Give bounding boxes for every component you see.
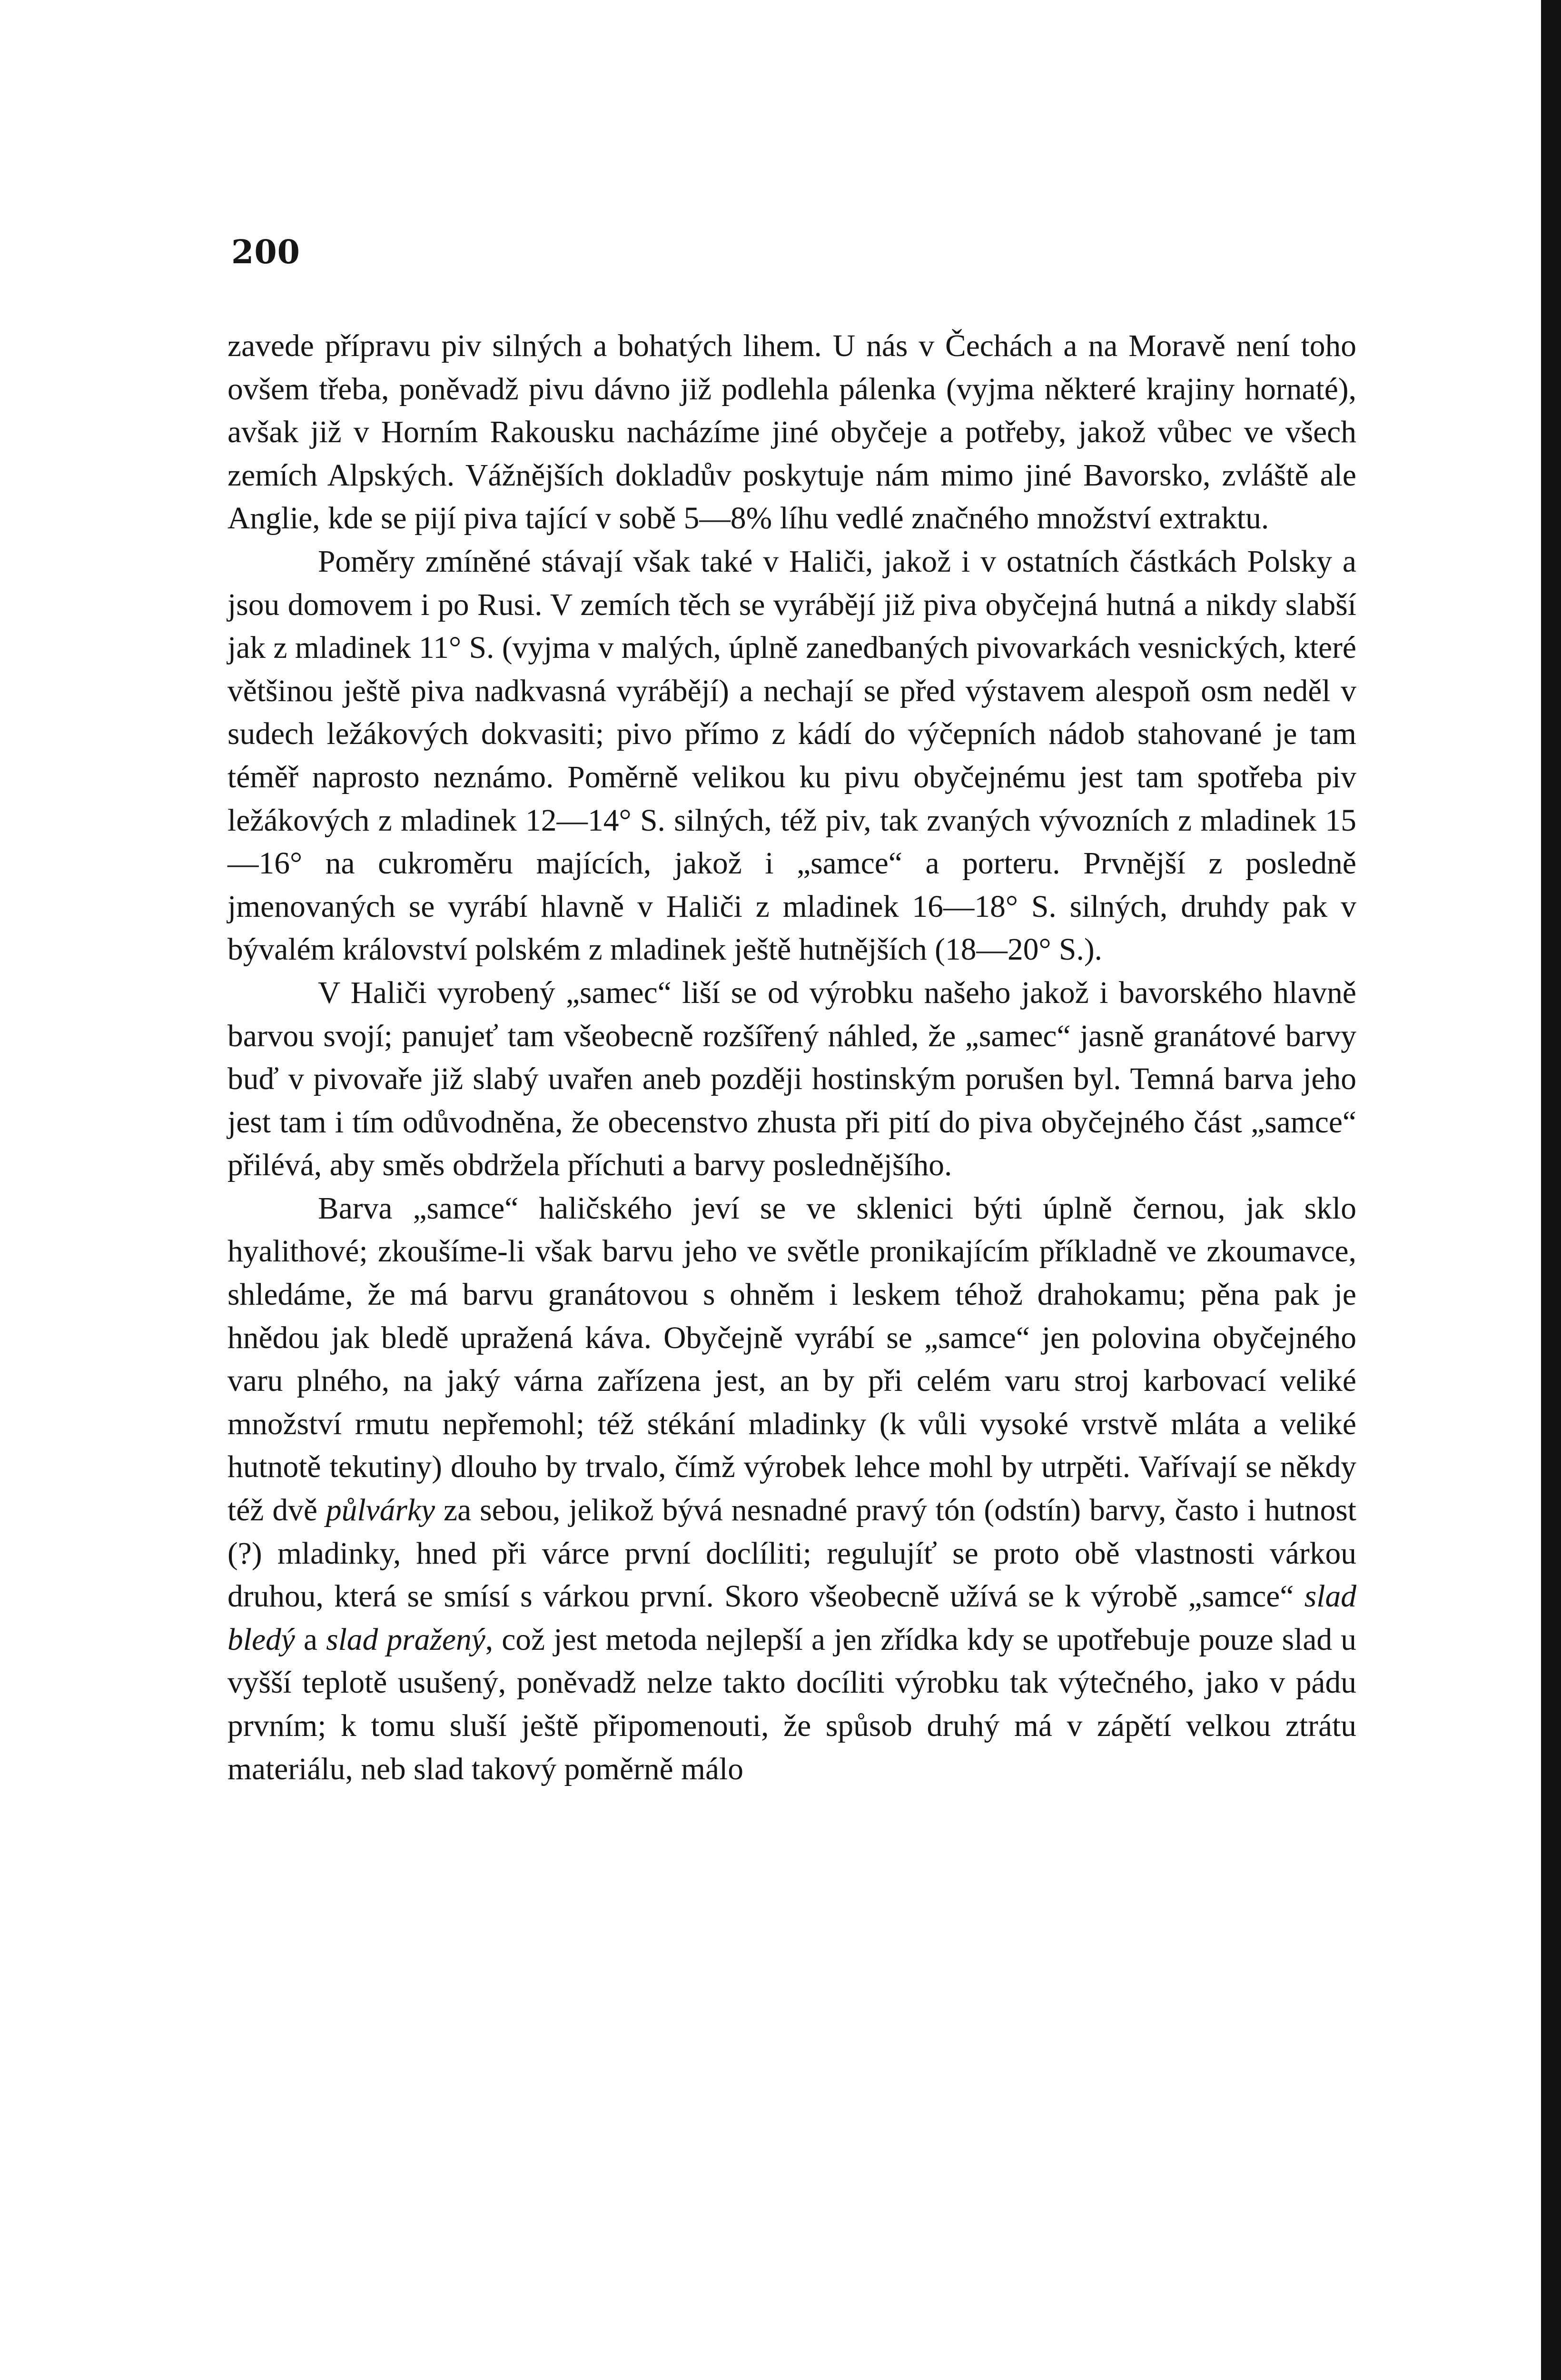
paragraph-4-text-a: Barva „samce“ haličského jeví se ve sklenici býti úplně černou, jak sklo hyalithové; zkoušíme-li však barvu jeho ve světle pronikajícím příkladně ve zkoumavce, shledáme, že má barvu granátovou s ohněm i leskem téhož drahokamu; pěna pak je hnědou jak bledě upražená káva. Obyčejně vyrábí se „samce“ jen polovina obyčejného varu plného, na jaký várna zařízena jest, an by při celém varu stroj karbovací veliké množství rmutu nepřemohl; též stékání mladinky (k vůli vysoké vrstvě mláta a veliké hutnotě tekutiny) dlouho by trvalo, čímž výrobek lehce mohl by utrpěti. Vařívají se někdy též dvě bbox=[227, 1191, 1356, 1528]
paragraph-4-text-b: za sebou, jelikož bývá nesnadné pravý tón (odstín) barvy, často i hutnost (?) mladinky, hned při várce první doclíliti; regulujíť se proto obě vlastnosti várkou druhou, která se smísí s várkou první. Skoro všeobecně užívá se k výrobě „samce“ bbox=[227, 1493, 1356, 1614]
italic-term-slad-bledy: slad bledý bbox=[227, 1579, 1356, 1657]
italic-term-slad-prazeny: slad pražený bbox=[326, 1622, 485, 1657]
paragraph-4 bbox=[227, 1187, 1356, 1791]
paragraph-2 bbox=[227, 540, 1356, 972]
paragraph-1-text: zavede přípravu piv silných a bohatých lihem. U nás v Čechách a na Moravě není toho ovšem třeba, poněvadž pivu dávno již podlehla pálenka (vyjma některé krajiny hornaté), avšak již v Horním Rakousku nacházíme jiné obyčeje a potřeby, jakož vůbec ve všech zemích Alpských. Vážnějších dokladův poskytuje nám mimo jiné Bavorsko, zvláště ale Anglie, kde se pijí piva tající v sobě 5—8% líhu vedlé značného množství extraktu. bbox=[227, 329, 1356, 536]
italic-term-pulvarky: půlvárky bbox=[326, 1493, 435, 1528]
paragraph-4-text-c: a bbox=[295, 1622, 326, 1657]
paragraph-1 bbox=[227, 325, 1356, 540]
paragraph-3 bbox=[227, 972, 1356, 1187]
paragraph-2-text: Poměry zmíněné stávají však také v Haliči, jakož i v ostatních částkách Polsky a jsou domovem i po Rusi. V zemích těch se vyrábějí již piva obyčejná hutná a nikdy slabší jak z mladinek 11° S. (vyjma v malých, úplně zanedbaných pivovarkách vesnických, které většinou ještě piva nadkvasná vyrábějí) a nechají se před výstavem alespoň osm neděl v sudech ležákových dokvasiti; pivo přímo z kádí do výčepních nádob stahované je tam téměř naprosto neznámo. Poměrně velikou ku pivu obyčejnému jest tam spotřeba piv ležákových z mladinek 12—14° S. silných, též piv, tak zvaných vývozních z mladinek 15—16° na cukroměru majících, jakož i „samce“ a porteru. Prvnější z posledně jmenovaných se vyrábí hlavně v Haliči z mladinek 16—18° S. silných, druhdy pak v bývalém království polském z mladinek ještě hutnějších (18—20° S.). bbox=[227, 544, 1356, 967]
paragraph-4-text-d: , což jest metoda nejlepší a jen zřídka kdy se upotřebuje pouze slad u vyšší teplotě usušený, poněvadž nelze takto docíliti výrobku tak výtečného, jako v pádu prvním; k tomu sluší ještě připomenouti, že spůsob druhý má v zápětí velkou ztrátu materiálu, neb slad takový poměrně málo bbox=[227, 1622, 1357, 1786]
page-number: 200 bbox=[231, 233, 300, 271]
body-text bbox=[227, 325, 1356, 1791]
scan-edge-shadow bbox=[1541, 0, 1561, 2380]
paragraph-3-text: V Haliči vyrobený „samec“ liší se od výrobku našeho jakož i bavorského hlavně barvou svojí; panujeť tam všeobecně rozšířený náhled, že „samec“ jasně granátové barvy buď v pivovaře již slabý uvařen aneb později hostinským porušen byl. Temná barva jeho jest tam i tím odůvodněna, že obecenstvo zhusta při pití do piva obyčejného část „samce“ přilévá, aby směs obdržela příchuti a barvy poslednějšího. bbox=[227, 975, 1356, 1183]
